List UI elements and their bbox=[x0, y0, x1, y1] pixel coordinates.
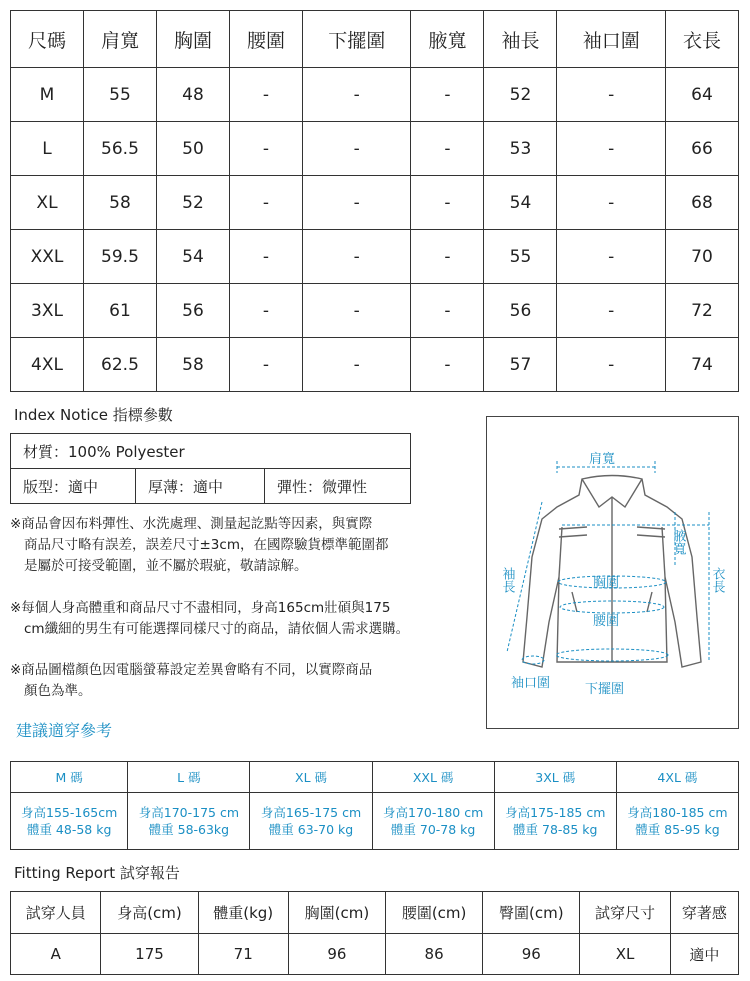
recommend-title: 建議適穿參考 bbox=[16, 721, 113, 740]
recommend-range-cell bbox=[11, 793, 128, 850]
label-sleeve: 袖長 bbox=[499, 567, 515, 593]
size-table-row bbox=[11, 68, 739, 122]
note-1 bbox=[10, 514, 470, 577]
size-cell: 52 bbox=[156, 176, 229, 230]
size-cell: - bbox=[229, 68, 302, 122]
size-header-cell: 下擺圍 bbox=[302, 11, 411, 68]
fitting-header-cell: 身高(cm) bbox=[101, 892, 198, 934]
size-cell: 59.5 bbox=[83, 230, 156, 284]
fitting-cell: 適中 bbox=[670, 934, 738, 975]
note-3-line: 顏色為準。 bbox=[24, 683, 92, 699]
thickness-cell: 厚薄：適中 bbox=[136, 469, 265, 504]
elasticity-cell: 彈性：微彈性 bbox=[265, 469, 411, 504]
size-header-cell: 袖長 bbox=[484, 11, 557, 68]
size-cell: 56 bbox=[156, 284, 229, 338]
fitting-cell: 96 bbox=[288, 934, 385, 975]
size-cell: 55 bbox=[83, 68, 156, 122]
size-cell: XXL bbox=[11, 230, 84, 284]
recommend-size-cell: 4XL 碼 bbox=[616, 762, 738, 793]
recommend-height: 身高180-185 cm bbox=[627, 805, 728, 820]
size-header-cell: 腋寬 bbox=[411, 11, 484, 68]
jacket-outline-icon bbox=[523, 476, 701, 668]
note-1-line: 是屬於可接受範圍，並不屬於瑕疵，敬請諒解。 bbox=[24, 558, 308, 574]
jacket-illustration bbox=[487, 417, 738, 728]
note-2-line: ※每個人身高體重和商品尺寸不盡相同，身高165cm壯碩與175 bbox=[10, 600, 391, 616]
size-header-cell: 胸圍 bbox=[156, 11, 229, 68]
label-length: 衣長 bbox=[709, 567, 725, 593]
recommend-height: 身高165-175 cm bbox=[260, 805, 362, 820]
fitting-cell: 175 bbox=[101, 934, 198, 975]
recommend-size-cell: M 碼 bbox=[11, 762, 128, 793]
size-header-cell: 腰圍 bbox=[229, 11, 302, 68]
recommend-size-cell: XXL 碼 bbox=[372, 762, 494, 793]
fitting-header-cell: 試穿人員 bbox=[11, 892, 101, 934]
label-hem: 下擺圍 bbox=[585, 682, 625, 697]
size-cell: 72 bbox=[665, 284, 738, 338]
size-cell: 58 bbox=[156, 338, 229, 392]
fitting-header-cell: 穿著感 bbox=[670, 892, 738, 934]
fitting-header-cell: 胸圍(cm) bbox=[288, 892, 385, 934]
recommend-weight: 體重 85-95 kg bbox=[635, 822, 720, 837]
size-cell: 66 bbox=[665, 122, 738, 176]
fitting-header-cell: 體重(kg) bbox=[198, 892, 288, 934]
size-header-cell: 衣長 bbox=[665, 11, 738, 68]
size-cell: - bbox=[411, 284, 484, 338]
size-header-cell: 尺碼 bbox=[11, 11, 84, 68]
size-cell: M bbox=[11, 68, 84, 122]
label-shoulder: 肩寬 bbox=[589, 452, 616, 467]
size-cell: 3XL bbox=[11, 284, 84, 338]
size-cell: 54 bbox=[484, 176, 557, 230]
size-cell: 61 bbox=[83, 284, 156, 338]
size-cell: 68 bbox=[665, 176, 738, 230]
note-2 bbox=[10, 598, 470, 640]
fitting-header-cell: 試穿尺寸 bbox=[580, 892, 670, 934]
size-cell: - bbox=[302, 122, 411, 176]
size-cell: - bbox=[557, 230, 666, 284]
recommend-size-cell: XL 碼 bbox=[250, 762, 372, 793]
size-cell: 55 bbox=[484, 230, 557, 284]
size-cell: 52 bbox=[484, 68, 557, 122]
size-cell: 4XL bbox=[11, 338, 84, 392]
fitting-cell: 71 bbox=[198, 934, 288, 975]
size-cell: XL bbox=[11, 176, 84, 230]
recommend-weight: 體重 63-70 kg bbox=[268, 822, 354, 837]
label-cuff: 袖口圍 bbox=[511, 676, 551, 691]
size-cell: - bbox=[411, 122, 484, 176]
size-table-row bbox=[11, 230, 739, 284]
size-cell: 56.5 bbox=[83, 122, 156, 176]
fitting-header-cell: 腰圍(cm) bbox=[386, 892, 483, 934]
recommend-weight: 體重 58-63kg bbox=[148, 822, 230, 837]
recommend-size-cell: 3XL 碼 bbox=[494, 762, 616, 793]
recommend-range-cell bbox=[372, 793, 494, 850]
size-cell: - bbox=[229, 122, 302, 176]
size-cell: 48 bbox=[156, 68, 229, 122]
fitting-cell: 96 bbox=[483, 934, 580, 975]
recommend-weight: 體重 78-85 kg bbox=[513, 822, 598, 837]
recommend-weight: 體重 70-78 kg bbox=[390, 822, 476, 837]
index-box bbox=[10, 433, 411, 504]
size-cell: 58 bbox=[83, 176, 156, 230]
size-table-body bbox=[11, 68, 739, 392]
recommend-range-cell bbox=[128, 793, 250, 850]
size-cell: 56 bbox=[484, 284, 557, 338]
recommend-weight: 體重 48-58 kg bbox=[26, 822, 112, 837]
size-table-header bbox=[11, 11, 739, 68]
recommend-table bbox=[10, 761, 739, 850]
fitting-data-row bbox=[11, 934, 739, 975]
recommend-range-cell bbox=[494, 793, 616, 850]
note-2-line: cm纖細的男生有可能選擇同樣尺寸的商品，請依個人需求選購。 bbox=[24, 621, 410, 637]
recommend-size-cell: L 碼 bbox=[128, 762, 250, 793]
size-cell: 57 bbox=[484, 338, 557, 392]
size-cell: - bbox=[302, 230, 411, 284]
size-cell: - bbox=[302, 284, 411, 338]
recommend-height: 身高170-180 cm bbox=[383, 805, 484, 820]
size-header-cell: 袖口圍 bbox=[557, 11, 666, 68]
fitting-cell: A bbox=[11, 934, 101, 975]
size-cell: - bbox=[411, 230, 484, 284]
size-cell: - bbox=[557, 338, 666, 392]
size-cell: - bbox=[229, 230, 302, 284]
label-armpit: 腋寬 bbox=[670, 529, 686, 555]
index-title: Index Notice 指標參數 bbox=[14, 406, 173, 424]
size-table-row bbox=[11, 176, 739, 230]
size-cell: - bbox=[302, 338, 411, 392]
recommend-range-cell bbox=[250, 793, 372, 850]
size-cell: 74 bbox=[665, 338, 738, 392]
recommend-height: 身高155-165cm bbox=[21, 805, 118, 820]
size-cell: - bbox=[229, 176, 302, 230]
size-cell: 53 bbox=[484, 122, 557, 176]
fit-cell: 版型：適中 bbox=[11, 469, 136, 504]
note-1-line: ※商品會因布料彈性、水洗處理、測量起訖點等因素，與實際 bbox=[10, 516, 373, 532]
fitting-title: Fitting Report 試穿報告 bbox=[14, 864, 180, 882]
size-table-row bbox=[11, 284, 739, 338]
recommend-range-cell bbox=[616, 793, 738, 850]
size-cell: 64 bbox=[665, 68, 738, 122]
size-table-row bbox=[11, 122, 739, 176]
measurement-diagram bbox=[486, 416, 739, 729]
recommend-size-row bbox=[11, 762, 739, 793]
size-cell: - bbox=[411, 338, 484, 392]
size-cell: - bbox=[557, 284, 666, 338]
recommend-height: 身高175-185 cm bbox=[505, 805, 606, 820]
size-cell: L bbox=[11, 122, 84, 176]
size-cell: - bbox=[557, 122, 666, 176]
size-cell: - bbox=[229, 284, 302, 338]
size-cell: - bbox=[302, 176, 411, 230]
note-3 bbox=[10, 660, 470, 702]
size-cell: 70 bbox=[665, 230, 738, 284]
label-chest: 胸圍 bbox=[593, 576, 620, 591]
size-cell: 54 bbox=[156, 230, 229, 284]
fitting-cell: XL bbox=[580, 934, 670, 975]
size-cell: - bbox=[557, 176, 666, 230]
material-cell: 材質：100% Polyester bbox=[11, 434, 411, 469]
size-table bbox=[10, 10, 739, 392]
size-cell: 62.5 bbox=[83, 338, 156, 392]
size-cell: - bbox=[302, 68, 411, 122]
size-cell: - bbox=[229, 338, 302, 392]
size-table-row bbox=[11, 338, 739, 392]
size-header-cell: 肩寬 bbox=[83, 11, 156, 68]
fitting-header-row bbox=[11, 892, 739, 934]
size-cell: - bbox=[411, 68, 484, 122]
fitting-table bbox=[10, 891, 739, 975]
label-waist: 腰圍 bbox=[593, 614, 620, 629]
size-cell: - bbox=[411, 176, 484, 230]
fitting-header-cell: 臀圍(cm) bbox=[483, 892, 580, 934]
size-cell: - bbox=[557, 68, 666, 122]
note-1-line: 商品尺寸略有誤差，誤差尺寸±3cm，在國際驗貨標準範圍都 bbox=[24, 537, 389, 553]
note-3-line: ※商品圖檔顏色因電腦螢幕設定差異會略有不同，以實際商品 bbox=[10, 662, 373, 678]
size-cell: 50 bbox=[156, 122, 229, 176]
recommend-range-row bbox=[11, 793, 739, 850]
measure-lines bbox=[507, 461, 709, 664]
fitting-cell: 86 bbox=[386, 934, 483, 975]
recommend-height: 身高170-175 cm bbox=[138, 805, 240, 820]
